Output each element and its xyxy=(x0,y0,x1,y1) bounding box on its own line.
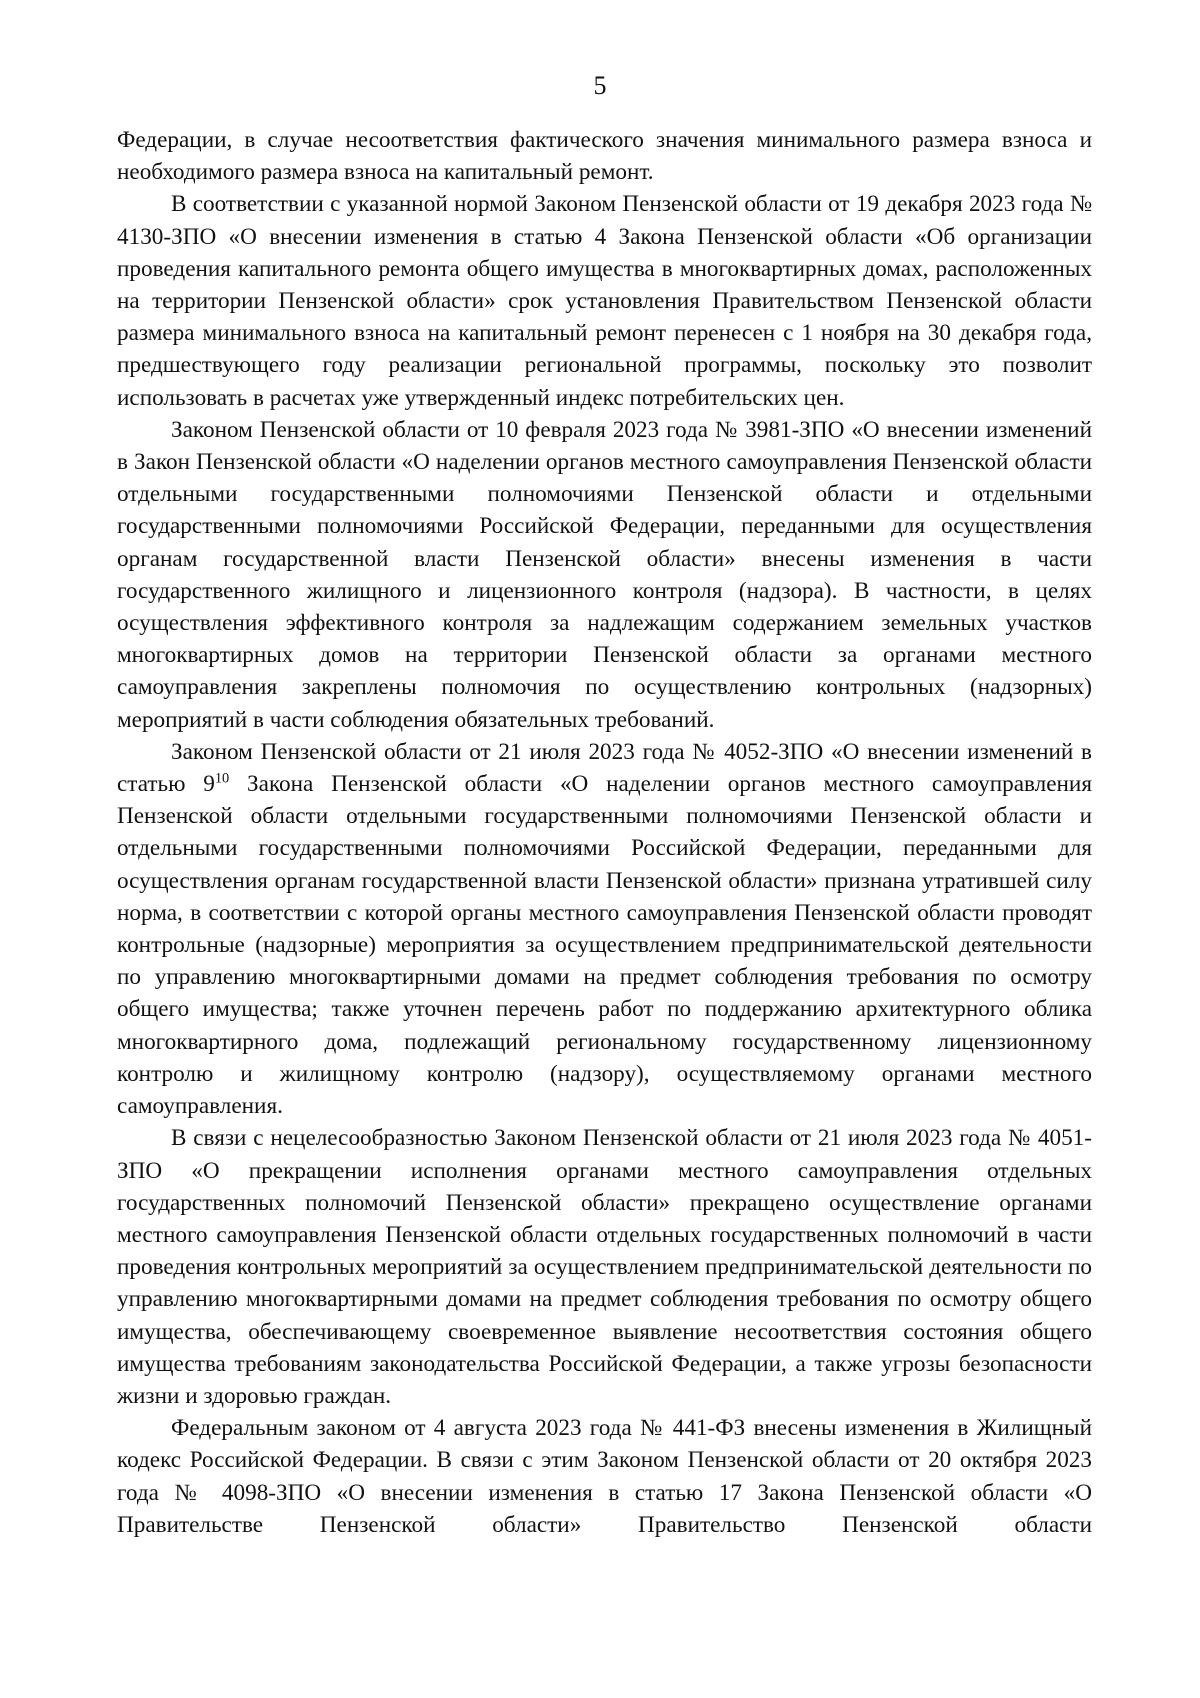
document-body xyxy=(117,124,1092,1541)
paragraph-capital-repair-contribution: В соответствии с указанной нормой Законом Пензенской области от 19 декабря 2023 года № 4130-ЗПО «О внесении изменения в статью 4 Закона Пензенской области «Об организации проведения капитального ремонта общего имущества в многоквартирных домах, расположенных на территории Пензенской области» срок установления Правительством Пензенской области размера минимального взноса на капитальный ремонт перенесен с 1 ноября на 30 декабря года, предшествующего году реализации региональной программы, поскольку это позволит использовать в расчетах уже утвержденный индекс потребительских цен. xyxy=(117,191,1092,411)
paragraph-law-4051: В связи с нецелесообразностью Законом Пензенской области от 21 июля 2023 года № 4051-ЗПО «О прекращении исполнения органами местного самоуправления отдельных государственных полномочий Пензенской области» прекращено осуществление органами местного самоуправления Пензенской области отдельных государственных полномочий в части проведения контрольных мероприятий за осуществлением предпринимательской деятельности по управлению многоквартирными домами на предмет соблюдения требования по осмотру общего имущества, обеспечивающему своевременное выявление несоответствия состояния общего имущества требованиям законодательства Российской Федерации, а также угрозы безопасности жизни и здоровью граждан. xyxy=(117,1125,1092,1409)
paragraph-law-3981: Законом Пензенской области от 10 февраля 2023 года № 3981-ЗПО «О внесении изменений в Закон Пензенской области «О наделении органов местного самоуправления Пензенской области отдельными государственными полномочиями Пензенской области и отдельными государственными полномочиями Российской Федерации, переданными для осуществления органам государственной власти Пензенской области» внесены изменения в части государственного жилищного и лицензионного контроля (надзора). В частности, в целях осуществления эффективного контроля за надлежащим содержанием земельных участков многоквартирных домов на территории Пензенской области за органами местного самоуправления закреплены полномочия по осуществлению контрольных (надзорных) мероприятий в части соблюдения обязательных требований. xyxy=(117,416,1092,733)
paragraph-law-4052-part1: Законом Пензенской области от 21 июля 2023 года № 4052-ЗПО «О внесении изменений в статью 9 xyxy=(117,738,1092,798)
paragraph-continuation: Федерации, в случае несоответствия фактического значения минимального размера взноса и необходимого размера взноса на капитальный ремонт. xyxy=(117,127,1092,186)
paragraph-law-4052-part2: Закона Пензенской области «О наделении органов местного самоуправления Пензенской области отдельными государственными полномочиями Пензенской области и отдельными государственными полномочиями Российской Федерации, переданными для осуществления органам государственной власти Пензенской области» признана утратившей силу норма, в соответствии с которой органы местного самоуправления Пензенской области проводят контрольные (надзорные) мероприятия за осуществлением предпринимательской деятельности по управлению многоквартирными домами на предмет соблюдения требования по осмотру общего имущества; также уточнен перечень работ по поддержанию архитектурного облика многоквартирного дома, подлежащий региональному государственному лицензионному контролю и жилищному контролю (надзору), осуществляемому органами местного самоуправления. xyxy=(117,771,1092,1120)
article-superscript: 10 xyxy=(214,770,230,787)
paragraph-law-4052 xyxy=(117,736,1092,1122)
page-number: 5 xyxy=(593,71,607,100)
paragraph-law-4098: Федеральным законом от 4 августа 2023 года № 441-ФЗ внесены изменения в Жилищный кодекс Российской Федерации. В связи с этим Законом Пензенской области от 20 октября 2023 года № 4098-ЗПО «О внесении изменения в статью 17 Закона Пензенской области «О Правительстве Пензенской области» Правительство Пензенской области xyxy=(117,1415,1092,1538)
